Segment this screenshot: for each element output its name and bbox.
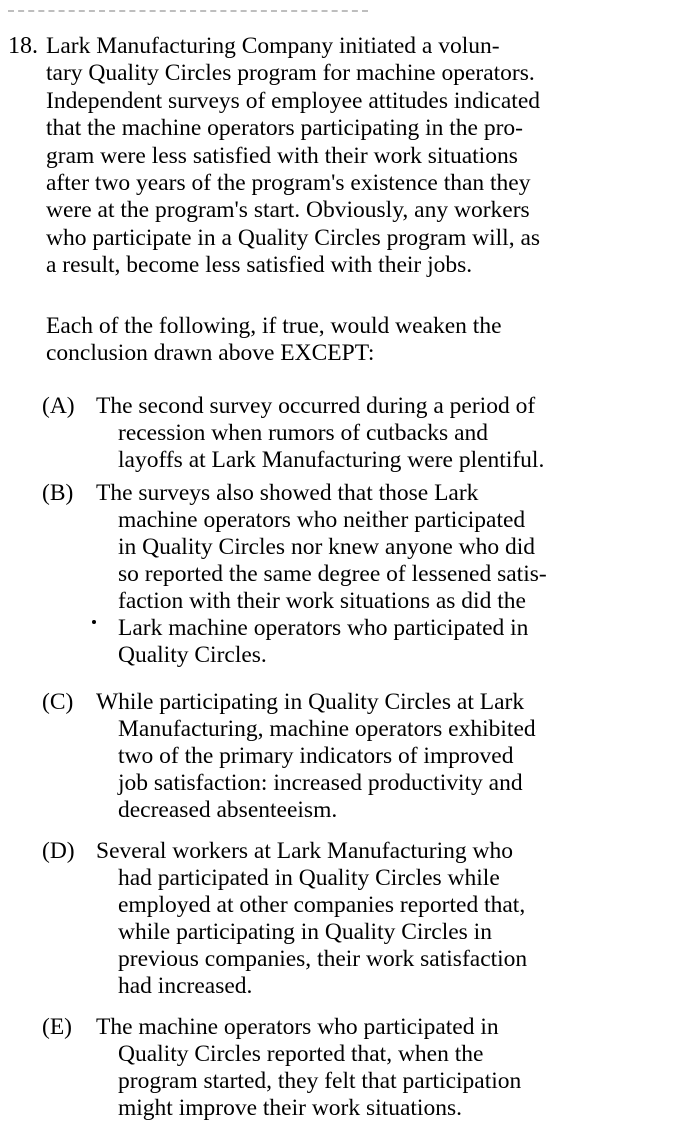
choice-line: Lark machine operators who participated in [118, 615, 529, 641]
choice-line: while participating in Quality Circles in [118, 919, 492, 945]
stem-line: a result, become less satisfied with their jobs. [46, 252, 473, 279]
choice-letter: (A) [42, 393, 75, 419]
choice-line: employed at other companies reported that, [118, 892, 526, 918]
choice-line: While participating in Quality Circles at Lark [96, 689, 525, 715]
choice-line: faction with their work situations as did the [118, 588, 526, 614]
choice-letter: (B) [42, 480, 74, 506]
scan-artifact-line [8, 10, 368, 18]
choice-line: Several workers at Lark Manufacturing who [96, 838, 513, 864]
choice-line: decreased absenteeism. [118, 797, 338, 823]
choice-line: Quality Circles reported that, when the [118, 1041, 484, 1067]
question-number: 18. [8, 33, 38, 59]
choice-line: The surveys also showed that those Lark [96, 480, 479, 506]
stem-line: who participate in a Quality Circles program will, as [46, 224, 541, 251]
stem-line: Independent surveys of employee attitudes indicated [46, 87, 540, 114]
choice-line: previous companies, their work satisfaction [118, 946, 528, 972]
choice-line: two of the primary indicators of improved [118, 743, 514, 769]
choice-line: had increased. [118, 973, 253, 999]
choice-letter: (C) [42, 689, 74, 715]
choice-line: The second survey occurred during a period of [96, 393, 536, 419]
choice-line: Quality Circles. [118, 642, 267, 668]
stem-line: that the machine operators participating in the pro- [46, 115, 524, 142]
choice-line: had participated in Quality Circles while [118, 865, 500, 891]
scan-speck [92, 620, 96, 624]
question-stem [46, 33, 666, 280]
stem-line: were at the program's start. Obviously, any workers [46, 197, 530, 224]
prompt-line: conclusion drawn above EXCEPT: [46, 340, 375, 367]
stem-line: gram were less satisfied with their work situations [46, 142, 518, 169]
choice-line: machine operators who neither participated [118, 507, 526, 533]
choice-letter: (D) [42, 838, 75, 864]
stem-line: after two years of the program's existence than they [46, 170, 531, 197]
choice-line: recession when rumors of cutbacks and [118, 420, 489, 446]
question-prompt [46, 313, 666, 368]
choice-line: program started, they felt that participation [118, 1068, 522, 1094]
stem-line: Lark Manufacturing Company initiated a volun- [46, 33, 500, 59]
prompt-line: Each of the following, if true, would weaken the [46, 313, 502, 339]
choice-line: The machine operators who participated in [96, 1014, 499, 1040]
choice-letter: (E) [42, 1014, 73, 1040]
stem-line: tary Quality Circles program for machine operators. [46, 60, 535, 87]
choice-line: layoffs at Lark Manufacturing were plentiful. [118, 447, 545, 473]
choice-line: job satisfaction: increased productivity and [118, 770, 523, 796]
choice-line: so reported the same degree of lessened satis- [118, 561, 547, 587]
choice-line: might improve their work situations. [118, 1095, 462, 1121]
choice-line: in Quality Circles nor knew anyone who did [118, 534, 536, 560]
choice-line: Manufacturing, machine operators exhibited [118, 716, 536, 742]
